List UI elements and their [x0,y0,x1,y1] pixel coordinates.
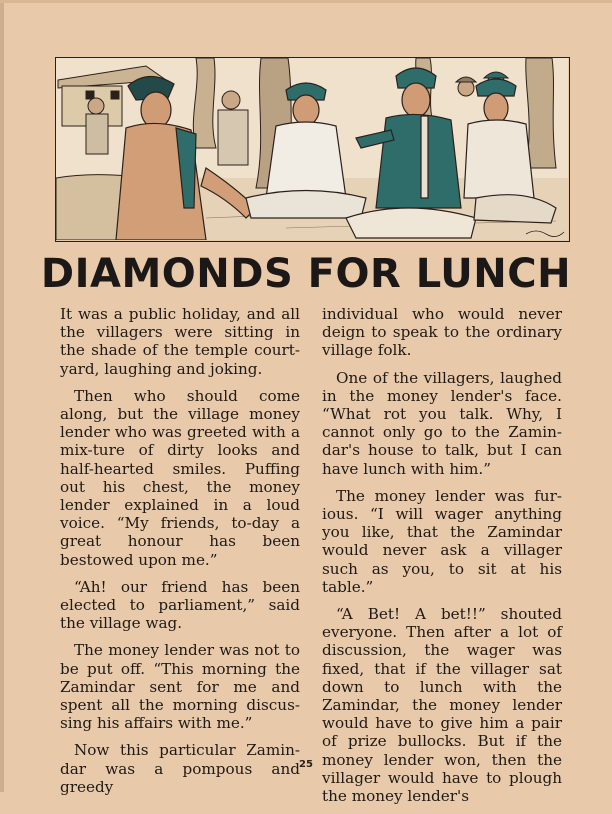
story-illustration [55,57,570,242]
paragraph: individual who would never deign to speak to the ordinary village folk. [322,305,562,360]
text-column-left [60,305,300,805]
paragraph: Then who should come along, but the village money lender who was greeted with a mix-ture of dirty looks and half-hearted smiles. Puffing out his chest, the money lender explained in a loud voice. “My friends, to-day a great honour has been bestowed upon me.” [60,386,300,569]
paragraph: It was a public holiday, and all the villagers were sitting in the shade of the temple court-yard, laughing and joking. [60,305,300,378]
story-title: DIAMONDS FOR LUNCH [40,251,572,297]
paragraph: “A Bet! A bet!!” shouted everyone. Then after a lot of discussion, the wager was fixed, that if the villager sat down to lunch with the Zamindar, the money lender would have to give him a pair of prize bullocks. But if the money lender won, then the villager would have to plough the money lender's [322,605,562,806]
paragraph: The money lender was not to be put off. “This morning the Zamindar sent for me and spent all the morning discus-sing his affairs with me.” [60,641,300,733]
paragraph: “Ah! our friend has been elected to parliament,” said the village wag. [60,577,300,633]
paragraph: The money lender was fur-ious. “I will wager anything you like, that the Zamindar would never ask a villager such as you, to sit at his table.” [322,486,562,596]
page-edge [0,0,4,792]
paragraph: Now this particular Zamin-dar was a pompous and greedy [60,741,300,796]
page-edge-top [0,0,612,3]
text-column-right [322,305,562,814]
paragraph: One of the villagers, laughed in the money lender's face. “What rot you talk. Why, I cannot only go to the Zamin-dar's house to talk, but I can have lunch with him.” [322,368,562,478]
page-number: 25 [299,759,313,770]
